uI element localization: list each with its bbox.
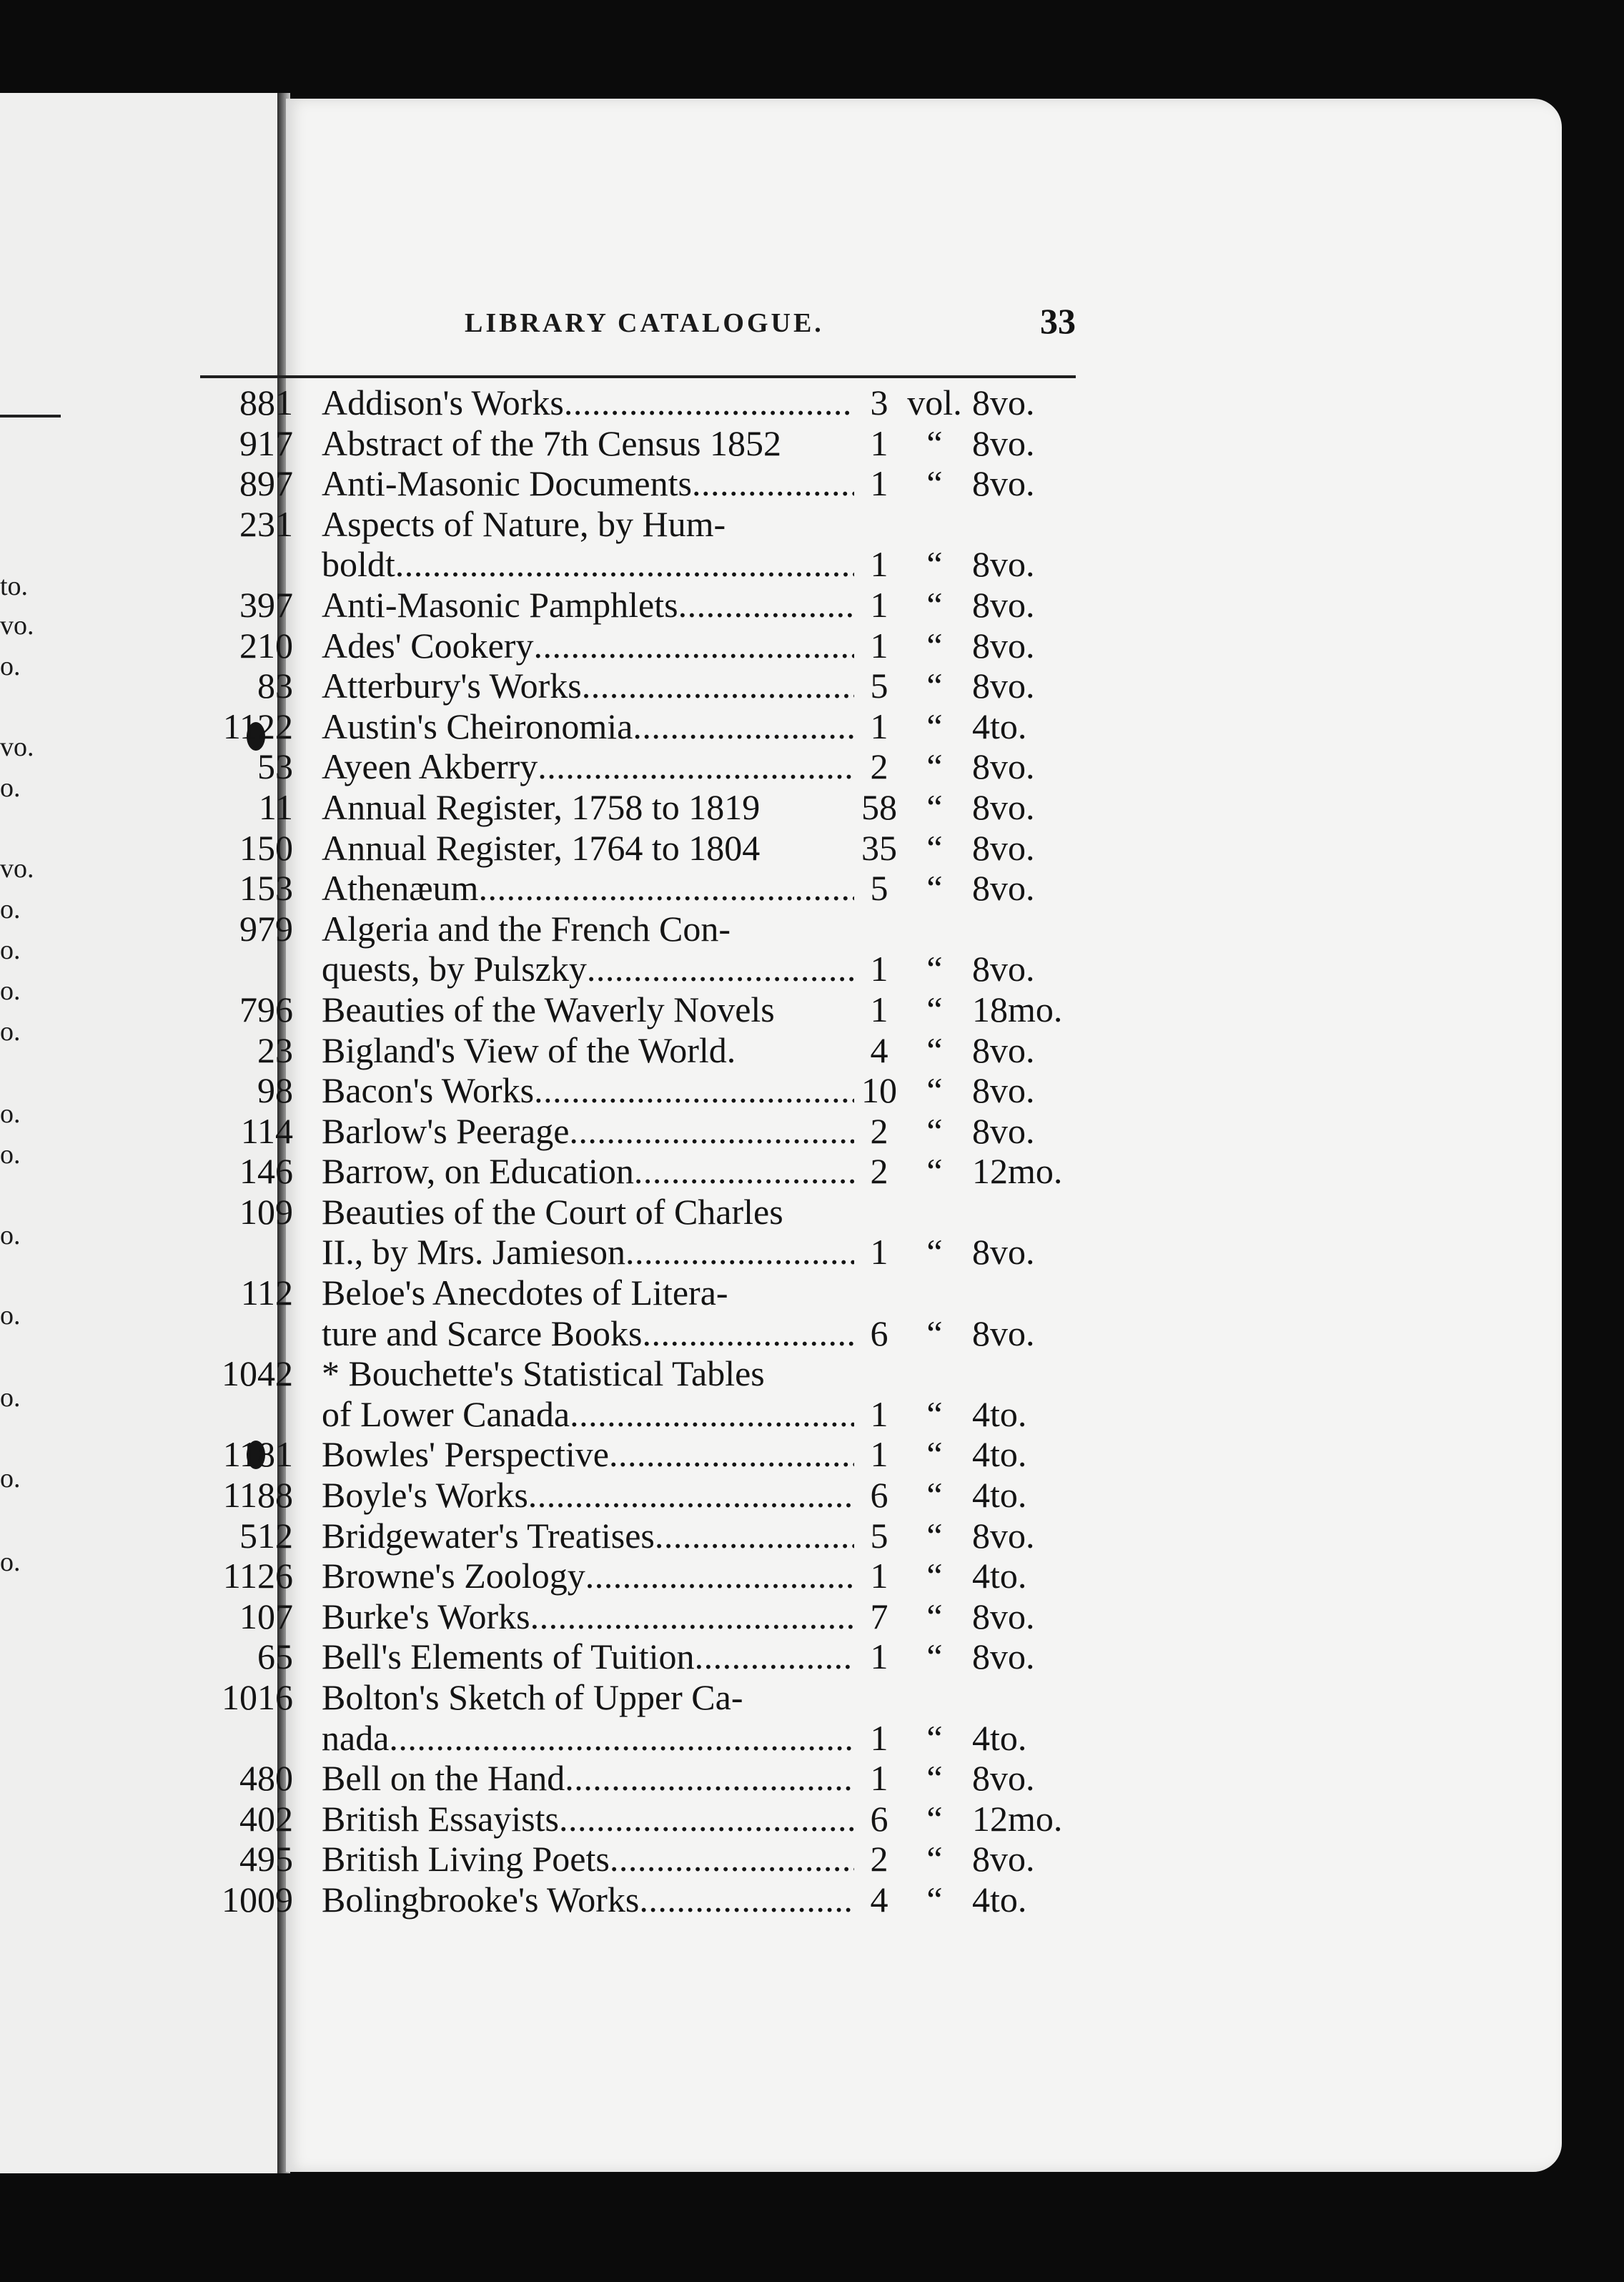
catalogue-entry xyxy=(143,1880,1101,1920)
book-format: 4to. xyxy=(972,1393,1027,1434)
volume-count: 58 xyxy=(861,786,897,827)
entry-title-text: Bigland's View of the World. xyxy=(322,1029,736,1070)
left-page-rule xyxy=(0,415,61,418)
volume-count: 2 xyxy=(870,746,888,787)
entry-title: Beauties of the Court of Charles xyxy=(322,1191,783,1232)
catalogue-number-blank xyxy=(143,1313,322,1354)
volume-count: 1 xyxy=(870,1636,888,1677)
catalogue-number: 153 xyxy=(239,868,293,909)
book-format: 8vo. xyxy=(972,382,1035,423)
catalogue-number: 65 xyxy=(257,1636,293,1677)
book-format: 8vo. xyxy=(972,625,1035,666)
book-format: 8vo. xyxy=(972,584,1035,625)
entry-title: Algeria and the French Con- xyxy=(322,908,731,949)
entry-title-text: Barlow's Peerage xyxy=(322,1110,570,1151)
catalogue-entry-continuation xyxy=(143,1394,1101,1435)
dot-leader xyxy=(625,1232,854,1273)
catalogue-number-blank xyxy=(143,1232,322,1273)
book-format: 8vo. xyxy=(972,423,1035,463)
dot-leader xyxy=(692,463,854,504)
entry-title-text: boldt xyxy=(322,544,395,585)
entry-title-text: British Essayists xyxy=(322,1798,559,1839)
entry-title-continuation xyxy=(322,544,854,585)
dot-leader xyxy=(678,585,854,626)
volume-unit: “ xyxy=(926,1313,943,1353)
left-page-fragment: o. xyxy=(0,976,21,1006)
volume-unit: “ xyxy=(926,544,943,585)
volume-unit: “ xyxy=(926,1475,943,1516)
book-format: 18mo. xyxy=(972,989,1063,1029)
entry-title xyxy=(322,1799,854,1839)
volume-unit: “ xyxy=(926,989,943,1029)
left-page-fragment: o. xyxy=(0,1547,21,1577)
catalogue-number: 53 xyxy=(257,746,293,787)
catalogue-number-blank xyxy=(143,1394,322,1435)
catalogue-entry xyxy=(143,1475,1101,1516)
volume-count: 7 xyxy=(870,1596,888,1636)
left-page-fragment: to. xyxy=(0,571,29,601)
book-format: 8vo. xyxy=(972,1070,1035,1111)
book-format: 4to. xyxy=(972,1717,1027,1758)
book-format: 8vo. xyxy=(972,786,1035,827)
dot-leader xyxy=(530,1596,854,1637)
volume-count: 1 xyxy=(870,1434,888,1475)
entry-title xyxy=(322,1636,854,1677)
catalogue-number: 23 xyxy=(257,1029,293,1070)
entry-title-text: nada xyxy=(322,1717,390,1758)
entry-title-text: Boyle's Works xyxy=(322,1475,528,1516)
catalogue-number: 979 xyxy=(239,908,293,949)
dot-leader xyxy=(395,544,854,585)
volume-count: 1 xyxy=(870,463,888,504)
entry-title-text: of Lower Canada xyxy=(322,1393,570,1434)
dot-leader xyxy=(639,1880,854,1920)
header-rule xyxy=(200,375,1076,378)
volume-unit: “ xyxy=(926,463,943,504)
catalogue-number: 1009 xyxy=(222,1879,293,1920)
entry-title-continuation xyxy=(322,949,854,989)
volume-unit: “ xyxy=(926,949,943,989)
volume-unit: “ xyxy=(926,1839,943,1880)
catalogue-entry xyxy=(143,382,1101,423)
volume-unit: “ xyxy=(926,1029,943,1070)
entry-title: Beloe's Anecdotes of Litera- xyxy=(322,1273,728,1313)
page-number: 33 xyxy=(1040,301,1076,341)
volume-unit: “ xyxy=(926,1070,943,1111)
entry-title-text: quests, by Pulszky xyxy=(322,949,587,989)
volume-count: 6 xyxy=(870,1798,888,1839)
book-format: 8vo. xyxy=(972,1110,1035,1151)
book-format: 8vo. xyxy=(972,463,1035,504)
volume-count: 6 xyxy=(870,1475,888,1516)
catalogue-number: 1122 xyxy=(222,706,293,746)
volume-unit: “ xyxy=(926,584,943,625)
left-page-fragment: o. xyxy=(0,773,21,803)
entry-title xyxy=(322,1880,854,1920)
catalogue-number: 109 xyxy=(239,1191,293,1232)
volume-count: 1 xyxy=(870,1717,888,1758)
entry-title xyxy=(322,626,854,666)
volume-count: 1 xyxy=(870,544,888,585)
catalogue-entry xyxy=(143,1596,1101,1637)
entry-title xyxy=(322,746,854,787)
catalogue-entry xyxy=(143,706,1101,747)
volume-unit: “ xyxy=(926,1232,943,1273)
catalogue-entry xyxy=(143,1353,1101,1394)
volume-unit: “ xyxy=(926,423,943,463)
dot-leader xyxy=(642,1313,854,1354)
catalogue-entry xyxy=(143,1273,1101,1313)
catalogue-entry-continuation xyxy=(143,1313,1101,1354)
entry-title xyxy=(322,1434,854,1475)
dot-leader xyxy=(633,706,854,747)
entry-title-text: Bell's Elements of Tuition xyxy=(322,1636,695,1677)
book-format: 8vo. xyxy=(972,949,1035,989)
entry-title-text: Bell on the Hand xyxy=(322,1758,565,1799)
entry-title-text: Addison's Works xyxy=(322,382,564,423)
entry-title-text: Anti-Masonic Documents xyxy=(322,463,692,504)
entry-title-continuation xyxy=(322,1718,854,1759)
volume-unit: “ xyxy=(926,746,943,787)
dot-leader xyxy=(565,1758,854,1799)
entry-title xyxy=(322,1758,854,1799)
dot-leader xyxy=(587,949,854,989)
book-format: 8vo. xyxy=(972,1232,1035,1273)
catalogue-entry xyxy=(143,1516,1101,1556)
volume-count: 2 xyxy=(870,1839,888,1880)
catalogue-entry xyxy=(143,828,1101,869)
entry-title-text: Anti-Masonic Pamphlets xyxy=(322,584,678,625)
book-format: 8vo. xyxy=(972,1758,1035,1799)
book-format: 4to. xyxy=(972,1879,1027,1920)
volume-count: 4 xyxy=(870,1879,888,1920)
catalogue-number: 112 xyxy=(240,1273,293,1313)
entry-title xyxy=(322,423,854,464)
entry-title xyxy=(322,828,854,869)
left-page-fragment: o. xyxy=(0,894,21,924)
catalogue-number: 11 xyxy=(258,786,293,827)
catalogue-entry-continuation xyxy=(143,1232,1101,1273)
catalogue-number: 210 xyxy=(239,625,293,666)
dot-leader xyxy=(570,1394,854,1435)
volume-unit: “ xyxy=(926,1758,943,1799)
volume-count: 35 xyxy=(861,827,897,868)
dot-leader xyxy=(538,746,854,787)
catalogue-number: 1188 xyxy=(222,1475,293,1516)
catalogue-number: 150 xyxy=(239,827,293,868)
catalogue-number: 796 xyxy=(239,989,293,1029)
entry-title-text: Ayeen Akberry xyxy=(322,746,538,787)
volume-count: 1 xyxy=(870,1232,888,1273)
dot-leader xyxy=(533,626,854,666)
catalogue-entry xyxy=(143,1799,1101,1839)
entry-title: Aspects of Nature, by Hum- xyxy=(322,503,726,544)
entry-title-text: II., by Mrs. Jamieson xyxy=(322,1232,625,1273)
left-page-fragment: o. xyxy=(0,935,21,965)
catalogue-number: 83 xyxy=(257,666,293,706)
catalogue-entry xyxy=(143,746,1101,787)
book-format: 12mo. xyxy=(972,1798,1063,1839)
catalogue-number: 881 xyxy=(239,382,293,423)
volume-unit: “ xyxy=(926,625,943,666)
volume-unit: “ xyxy=(926,1636,943,1677)
dot-leader xyxy=(582,666,854,706)
left-page-fragment: o. xyxy=(0,1140,21,1170)
volume-count: 1 xyxy=(870,1393,888,1434)
entry-title xyxy=(322,1475,854,1516)
entry-title xyxy=(322,1030,854,1071)
entry-title xyxy=(322,1596,854,1637)
volume-unit: “ xyxy=(926,1879,943,1920)
catalogue-number: 146 xyxy=(239,1151,293,1192)
catalogue-entry xyxy=(143,1030,1101,1071)
volume-count: 5 xyxy=(870,666,888,706)
book-format: 8vo. xyxy=(972,827,1035,868)
catalogue-entry xyxy=(143,1434,1101,1475)
entry-title-text: Bolingbrooke's Works xyxy=(322,1879,640,1920)
catalogue-entry xyxy=(143,989,1101,1030)
catalogue-number: 512 xyxy=(239,1515,293,1556)
catalogue-number: 98 xyxy=(257,1070,293,1111)
volume-count: 2 xyxy=(870,1151,888,1192)
entry-title-text: Beauties of the Waverly Novels xyxy=(322,989,775,1029)
catalogue-entry xyxy=(143,868,1101,909)
book-format: 8vo. xyxy=(972,1029,1035,1070)
entry-title-text: Annual Register, 1758 to 1819 xyxy=(322,786,761,827)
volume-count: 2 xyxy=(870,1110,888,1151)
dot-leader xyxy=(534,1070,854,1111)
dot-leader xyxy=(569,1111,854,1152)
catalogue-list xyxy=(143,382,1101,1920)
catalogue-entry xyxy=(143,1839,1101,1880)
catalogue-entry xyxy=(143,1636,1101,1677)
entry-title xyxy=(322,706,854,747)
entry-title-text: Browne's Zoology xyxy=(322,1556,585,1596)
entry-title-text: Bowles' Perspective xyxy=(322,1434,609,1475)
entry-title xyxy=(322,868,854,909)
entry-title-text: British Living Poets xyxy=(322,1839,610,1880)
catalogue-number: 397 xyxy=(239,584,293,625)
entry-title xyxy=(322,1151,854,1192)
left-page-fragment: o. xyxy=(0,1220,21,1250)
left-page-fragment: o. xyxy=(0,1383,21,1413)
left-page-fragment: o. xyxy=(0,1300,21,1330)
book-format: 8vo. xyxy=(972,746,1035,787)
entry-title-text: Ades' Cookery xyxy=(322,625,534,666)
book-format: 4to. xyxy=(972,706,1027,746)
catalogue-entry xyxy=(143,626,1101,666)
volume-count: 1 xyxy=(870,584,888,625)
book-format: 4to. xyxy=(972,1434,1027,1475)
catalogue-entry xyxy=(143,423,1101,464)
volume-count: 1 xyxy=(870,1556,888,1596)
left-page-fragment: o. xyxy=(0,1463,21,1493)
entry-title-continuation xyxy=(322,1313,854,1354)
catalogue-entry xyxy=(143,1677,1101,1718)
entry-title xyxy=(322,1556,854,1596)
entry-title-continuation xyxy=(322,1394,854,1435)
dot-leader xyxy=(585,1556,854,1596)
volume-count: 10 xyxy=(861,1070,897,1111)
catalogue-entry xyxy=(143,1556,1101,1596)
catalogue-entry xyxy=(143,585,1101,626)
book-format: 8vo. xyxy=(972,1636,1035,1677)
entry-title-text: Bridgewater's Treatises xyxy=(322,1515,655,1556)
catalogue-number: 114 xyxy=(240,1110,293,1151)
left-page-fragment: vo. xyxy=(0,611,34,641)
book-format: 8vo. xyxy=(972,1515,1035,1556)
entry-title xyxy=(322,463,854,504)
entry-title-text: Atterbury's Works xyxy=(322,666,582,706)
catalogue-entry-continuation xyxy=(143,1718,1101,1759)
volume-unit: “ xyxy=(926,1151,943,1192)
dot-leader xyxy=(478,868,854,909)
entry-title-text: Annual Register, 1764 to 1804 xyxy=(322,827,761,868)
volume-count: 1 xyxy=(870,989,888,1029)
catalogue-entry xyxy=(143,1758,1101,1799)
catalogue-number: 107 xyxy=(239,1596,293,1636)
volume-count: 1 xyxy=(870,1758,888,1799)
book-format: 8vo. xyxy=(972,1839,1035,1880)
volume-count: 4 xyxy=(870,1029,888,1070)
catalogue-entry xyxy=(143,463,1101,504)
volume-count: 3 xyxy=(870,382,888,423)
catalogue-number: 231 xyxy=(239,503,293,544)
volume-count: 1 xyxy=(870,423,888,463)
volume-unit: “ xyxy=(926,868,943,909)
catalogue-number: 897 xyxy=(239,463,293,504)
catalogue-number: 480 xyxy=(239,1758,293,1799)
catalogue-number: 495 xyxy=(239,1839,293,1880)
catalogue-entry xyxy=(143,909,1101,949)
catalogue-entry xyxy=(143,787,1101,828)
catalogue-entry xyxy=(143,1151,1101,1192)
volume-count: 5 xyxy=(870,1515,888,1556)
volume-unit: “ xyxy=(926,1556,943,1596)
entry-title xyxy=(322,382,854,423)
catalogue-entry-continuation xyxy=(143,544,1101,585)
entry-title-text: Bacon's Works xyxy=(322,1070,535,1111)
running-head: LIBRARY CATALOGUE. xyxy=(465,308,824,338)
dot-leader xyxy=(564,382,854,423)
volume-count: 5 xyxy=(870,868,888,909)
dot-leader xyxy=(634,1151,854,1192)
catalogue-entry xyxy=(143,1070,1101,1111)
volume-unit: “ xyxy=(926,706,943,746)
entry-title xyxy=(322,1839,854,1880)
volume-count: 6 xyxy=(870,1313,888,1353)
left-page-fragment: vo. xyxy=(0,854,34,884)
book-format: 4to. xyxy=(972,1475,1027,1516)
dot-leader xyxy=(609,1434,854,1475)
entry-title xyxy=(322,787,854,828)
catalogue-number: 917 xyxy=(239,423,293,463)
entry-title-text: Abstract of the 7th Census 1852 xyxy=(322,423,781,463)
catalogue-number-blank xyxy=(143,949,322,989)
catalogue-entry xyxy=(143,504,1101,545)
volume-unit: “ xyxy=(926,1434,943,1475)
volume-unit: “ xyxy=(926,1515,943,1556)
volume-unit: “ xyxy=(926,1596,943,1636)
entry-title-text: Athenæum xyxy=(322,868,479,909)
volume-unit: “ xyxy=(926,827,943,868)
entry-title-text: Burke's Works xyxy=(322,1596,530,1636)
dot-leader xyxy=(610,1839,854,1880)
catalogue-number: 1042 xyxy=(222,1353,293,1394)
catalogue-number: 1181 xyxy=(222,1434,293,1475)
catalogue-number: 1016 xyxy=(222,1677,293,1717)
left-page-fragment: o. xyxy=(0,651,21,681)
entry-title-text: Barrow, on Education xyxy=(322,1151,634,1192)
volume-count: 1 xyxy=(870,949,888,989)
catalogue-entry xyxy=(143,1111,1101,1152)
dot-leader xyxy=(528,1475,854,1516)
entry-title xyxy=(322,1516,854,1556)
volume-unit: “ xyxy=(926,666,943,706)
volume-unit: “ xyxy=(926,1798,943,1839)
volume-unit: vol. xyxy=(907,382,962,423)
left-page-fragment: vo. xyxy=(0,732,34,762)
entry-title-continuation xyxy=(322,1232,854,1273)
catalogue-entry xyxy=(143,666,1101,706)
entry-title xyxy=(322,989,854,1030)
left-page-fragment: o. xyxy=(0,1099,21,1129)
entry-title-text: Austin's Cheironomia xyxy=(322,706,633,746)
book-format: 8vo. xyxy=(972,868,1035,909)
entry-title: Bolton's Sketch of Upper Ca- xyxy=(322,1677,743,1717)
book-format: 8vo. xyxy=(972,666,1035,706)
book-format: 8vo. xyxy=(972,544,1035,585)
volume-unit: “ xyxy=(926,1717,943,1758)
volume-unit: “ xyxy=(926,1393,943,1434)
catalogue-number: 402 xyxy=(239,1798,293,1839)
dot-leader xyxy=(695,1636,854,1677)
entry-title-text: ture and Scarce Books xyxy=(322,1313,643,1353)
dot-leader xyxy=(655,1516,854,1556)
dot-leader xyxy=(559,1799,854,1839)
catalogue-entry xyxy=(143,1192,1101,1233)
catalogue-number: 1126 xyxy=(222,1556,293,1596)
entry-title xyxy=(322,666,854,706)
volume-count: 1 xyxy=(870,625,888,666)
entry-title xyxy=(322,1111,854,1152)
book-format: 8vo. xyxy=(972,1596,1035,1636)
book-format: 4to. xyxy=(972,1556,1027,1596)
volume-unit: “ xyxy=(926,1110,943,1151)
book-format: 8vo. xyxy=(972,1313,1035,1353)
entry-title: * Bouchette's Statistical Tables xyxy=(322,1353,765,1394)
dot-leader xyxy=(389,1718,854,1759)
volume-unit: “ xyxy=(926,786,943,827)
catalogue-entry-continuation xyxy=(143,949,1101,989)
book-format: 12mo. xyxy=(972,1151,1063,1192)
volume-count: 1 xyxy=(870,706,888,746)
left-page-fragment: o. xyxy=(0,1017,21,1047)
entry-title xyxy=(322,1070,854,1111)
catalogue-number-blank xyxy=(143,1718,322,1759)
catalogue-number-blank xyxy=(143,544,322,585)
entry-title xyxy=(322,585,854,626)
